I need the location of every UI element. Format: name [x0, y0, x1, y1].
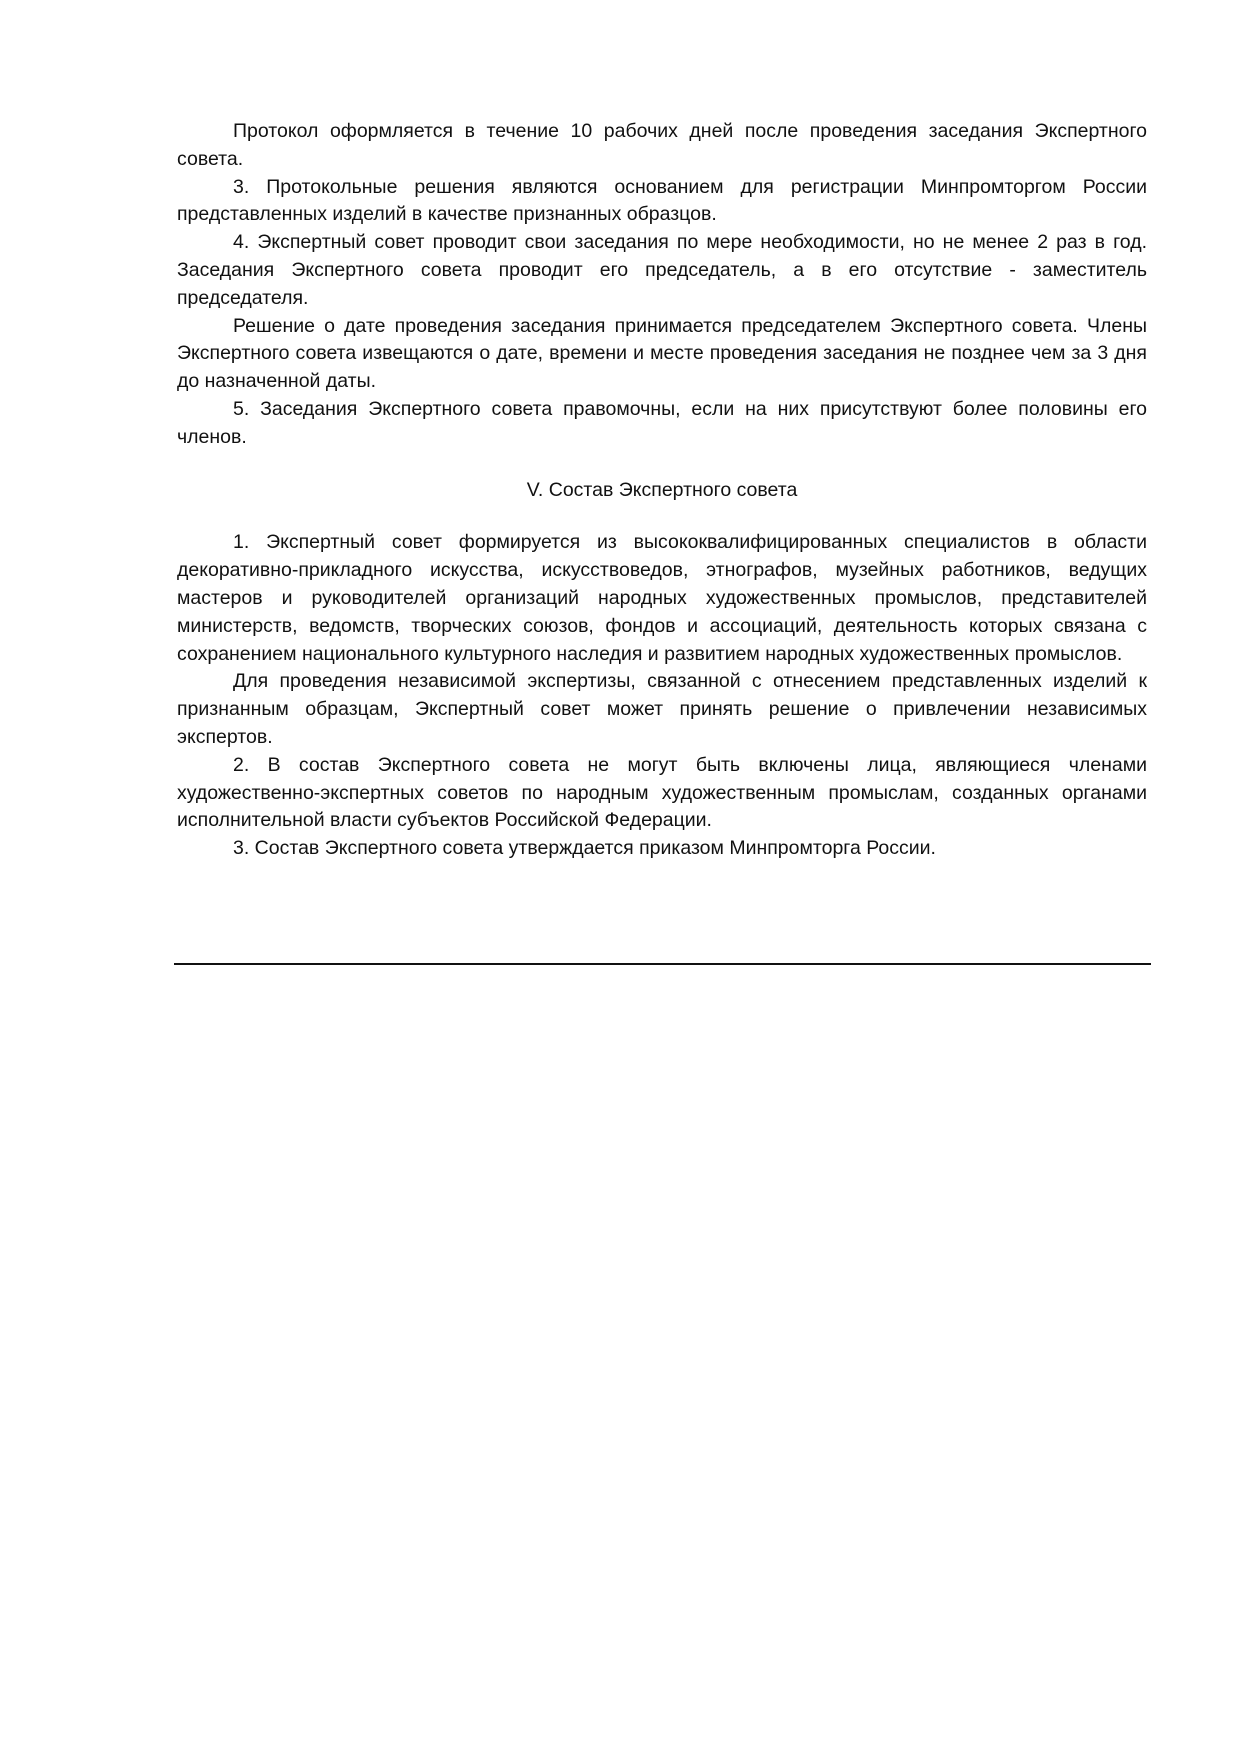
- paragraph-quorum: 5. Заседания Экспертного совета правомочны, если на них присутствуют более половины его членов.: [177, 397, 1147, 448]
- document-body: [177, 118, 1147, 863]
- section-v: [177, 529, 1147, 863]
- paragraph-protocol-deadline: Протокол оформляется в течение 10 рабочих дней после проведения заседания Экспертного совета.: [177, 120, 1147, 170]
- paragraph-composition-approval: 3. Состав Экспертного совета утверждается приказом Минпромторга России.: [233, 837, 936, 860]
- paragraph-council-formation: 1. Экспертный совет формируется из высококвалифицированных специалистов в области декоративно-прикладного искусства, искусствоведов, этнографов, музейных работников, ведущих мастеров и руководителей организаций народных художественных промыслов, представителей министерств, ведомств, творческих союзов, фондов и ассоциаций, деятельность которых связана с сохранением национального культурного наследия и развитием народных художественных промыслов.: [177, 531, 1147, 665]
- paragraph-meeting-date-decision: Решение о дате проведения заседания принимается председателем Экспертного совета. Члены Экспертного совета извещаются о дате, времени и месте проведения заседания не позднее чем за 3 дня до назначенной даты.: [177, 314, 1147, 393]
- section-iv-continued: [177, 118, 1147, 452]
- paragraph-independent-experts: Для проведения независимой экспертизы, связанной с отнесением представленных изделий к признанным образцам, Экспертный совет может принять решение о привлечении независимых экспертов.: [177, 670, 1147, 748]
- end-of-document-rule: [174, 963, 1151, 965]
- section-v-heading: V. Состав Экспертного совета: [526, 478, 798, 501]
- paragraph-meetings-frequency: 4. Экспертный совет проводит свои заседания по мере необходимости, но не менее 2 раз в год. Заседания Экспертного совета проводит его председатель, а в его отсутствие - заместитель председателя.: [177, 231, 1147, 309]
- paragraph-exclusions: 2. В состав Экспертного совета не могут быть включены лица, являющиеся членами художественно-экспертных советов по народным художественным промыслам, созданных органами исполнительной власти субъектов Российской Федерации.: [177, 753, 1147, 832]
- paragraph-protocol-decisions: 3. Протокольные решения являются основанием для регистрации Минпромторгом России представленных изделий в качестве признанных образцов.: [177, 175, 1147, 226]
